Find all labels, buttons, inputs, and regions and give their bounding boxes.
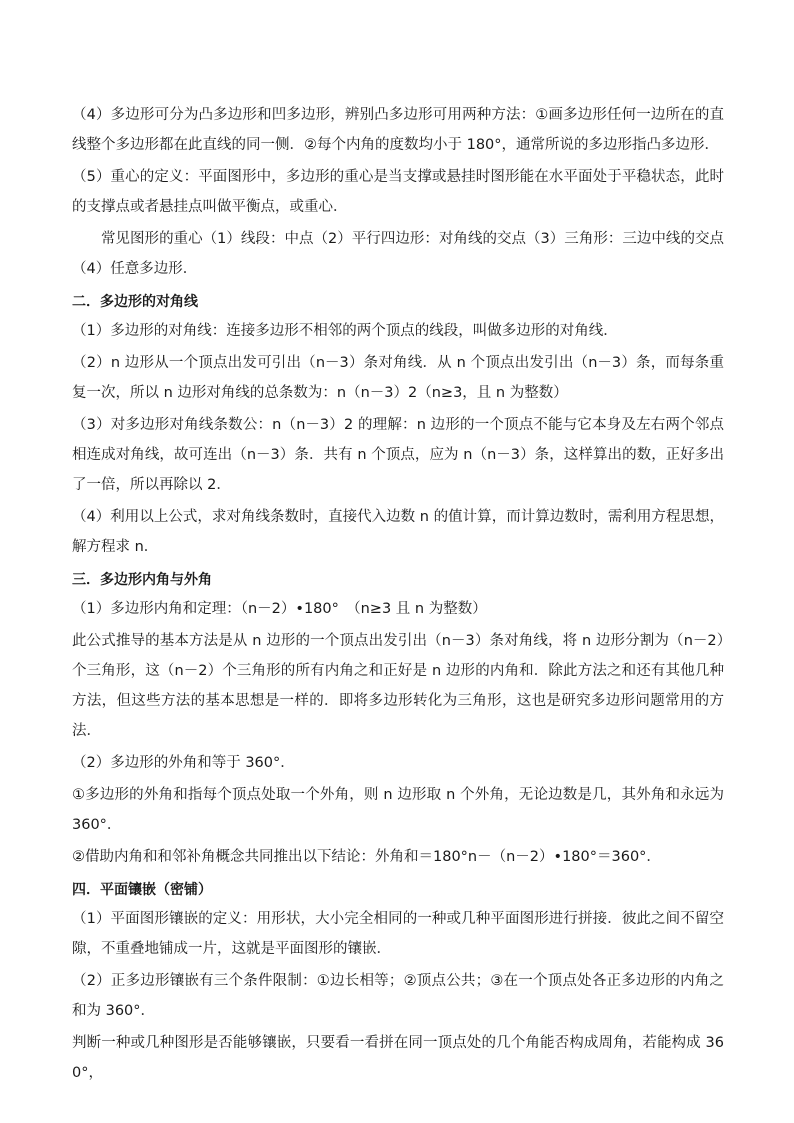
paragraph-exterior-angle-note-1: ①多边形的外角和指每个顶点处取一个外角，则 n 边形取 n 个外角，无论边数是几，其外角和永远为 360°． bbox=[72, 787, 724, 833]
paragraph-diagonal-count: （2）n 边形从一个顶点出发可引出（n－3）条对角线．从 n 个顶点出发引出（n－3）条，而每条重复一次，所以 n 边形对角线的总条数为：n（n－3）2（n≥3，且 n 为整数） bbox=[72, 355, 724, 401]
paragraph-diagonal-definition: （1）多边形的对角线：连接多边形不相邻的两个顶点的线段，叫做多边形的对角线． bbox=[72, 323, 618, 339]
paragraph-tessellation-judgement: 判断一种或几种图形是否能够镶嵌，只要看一看拼在同一顶点处的几个角能否构成周角，若能构成 360°， bbox=[72, 1035, 724, 1081]
paragraph-formula-usage: （4）利用以上公式，求对角线条数时，直接代入边数 n 的值计算，而计算边数时，需利用方程思想，解方程求 n． bbox=[72, 509, 724, 555]
section-heading-tessellation: 四．平面镶嵌（密铺） bbox=[72, 882, 212, 898]
document-body bbox=[72, 100, 724, 1090]
paragraph-diagonal-formula: （3）对多边形对角线条数公：n（n－3）2 的理解：n 边形的一个顶点不能与它本身及左右两个邻点相连成对角线，故可连出（n－3）条．共有 n 个顶点，应为 n（n－3）条，这样算出的数，正好多出了一倍，所以再除以 2． bbox=[72, 417, 724, 493]
section-heading-diagonals: 二．多边形的对角线 bbox=[72, 294, 198, 310]
section-heading-angles: 三．多边形内角与外角 bbox=[72, 572, 212, 588]
paragraph-theorem-derivation: 此公式推导的基本方法是从 n 边形的一个顶点出发引出（n－3）条对角线，将 n 边形分割为（n－2）个三角形，这（n－2）个三角形的所有内角之和正好是 n 边形的内角和．除此方法之和还有其他几种方法，但这些方法的基本思想是一样的．即将多边形转化为三角形，这也是研究多边形问题常用的方法． bbox=[72, 633, 724, 739]
paragraph-interior-angle-theorem: （1）多边形内角和定理：（n－2）•180° （n≥3 且 n 为整数） bbox=[72, 601, 487, 617]
paragraph-regular-tessellation: （2）正多边形镶嵌有三个条件限制：①边长相等；②顶点公共；③在一个顶点处各正多边形的内角之和为 360°． bbox=[72, 973, 724, 1019]
paragraph-common-centroids: 常见图形的重心（1）线段：中点（2）平行四边形：对角线的交点（3）三角形：三边中线的交点（4）任意多边形． bbox=[72, 231, 724, 277]
paragraph-exterior-angle-note-2: ②借助内角和和邻补角概念共同推出以下结论：外角和＝180°n－（n－2）•180°＝360°． bbox=[72, 849, 661, 865]
paragraph-convex-polygon: （4）多边形可分为凸多边形和凹多边形，辨别凸多边形可用两种方法：①画多边形任何一边所在的直线整个多边形都在此直线的同一侧．②每个内角的度数均小于 180°，通常所说的多边形指凸多边形． bbox=[72, 107, 724, 153]
paragraph-centroid-definition: （5）重心的定义：平面图形中，多边形的重心是当支撑或悬挂时图形能在水平面处于平稳状态，此时的支撑点或者悬挂点叫做平衡点，或重心． bbox=[72, 169, 724, 215]
paragraph-tessellation-definition: （1）平面图形镶嵌的定义：用形状，大小完全相同的一种或几种平面图形进行拼接．彼此之间不留空隙，不重叠地铺成一片，这就是平面图形的镶嵌． bbox=[72, 911, 724, 957]
paragraph-exterior-angle-sum: （2）多边形的外角和等于 360°． bbox=[72, 755, 295, 771]
